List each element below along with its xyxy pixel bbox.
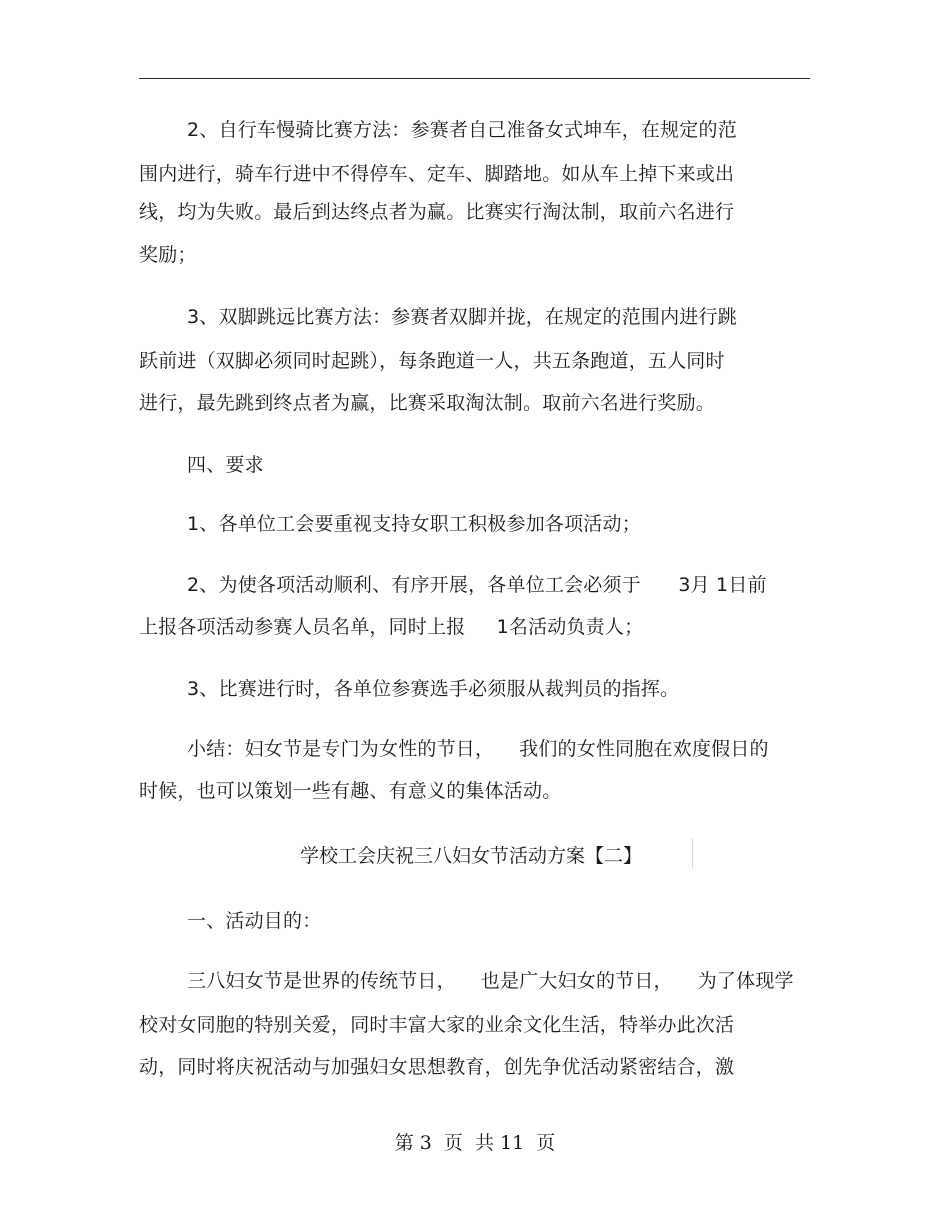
summary-line: 小结：妇女节是专门为女性的节日， 我们的女性同胞在欢度假日的 (187, 738, 769, 760)
paragraph-line: 2、自行车慢骑比赛方法：参赛者自己准备女式坤车，在规定的范 (187, 119, 737, 141)
paragraph-line: 围内进行，骑车行进中不得停车、定车、脚踏地。如从车上掉下来或出 (139, 163, 735, 185)
paragraph-line: 跃前进（双脚必须同时起跳），每条跑道一人，共五条跑道，五人同时 (139, 350, 725, 372)
paragraph-line: 3、双脚跳远比赛方法：参赛者双脚并拢，在规定的范围内进行跳 (187, 306, 737, 328)
paragraph-line: 上报各项活动参赛人员名单，同时上报 1名活动负责人； (139, 616, 644, 638)
paragraph-line: 三八妇女节是世界的传统节日， 也是广大妇女的节日， 为了体现学 (187, 970, 794, 992)
paragraph-line: 1、各单位工会要重视支持女职工积极参加各项活动； (187, 513, 641, 535)
divider (692, 838, 693, 868)
paragraph-line: 3、比赛进行时，各单位参赛选手必须服从裁判员的指挥。 (187, 678, 680, 700)
section-title: 学校工会庆祝三八妇女节活动方案【二】 (300, 845, 643, 867)
paragraph-line: 2、为使各项活动顺利、有序开展，各单位工会必须于 3月 1日前 (187, 574, 767, 596)
page-number: 第 3 页 共 11 页 (394, 1132, 556, 1154)
summary-line: 时候，也可以策划一些有趣、有意义的集体活动。 (139, 780, 562, 802)
header-rule (139, 78, 810, 79)
section-heading: 四、要求 (187, 454, 264, 476)
section-heading: 一、活动目的： (187, 910, 322, 932)
paragraph-line: 校对女同胞的特别关爱，同时丰富大家的业余文化生活，特举办此次活 (139, 1014, 735, 1036)
paragraph-line: 奖励； (139, 244, 197, 266)
paragraph-line: 动，同时将庆祝活动与加强妇女思想教育，创先争优活动紧密结合，激 (139, 1056, 735, 1078)
paragraph-line: 线，均为失败。最后到达终点者为赢。比赛实行淘汰制，取前六名进行 (139, 201, 735, 223)
paragraph-line: 进行，最先跳到终点者为赢，比赛采取淘汰制。取前六名进行奖励。 (139, 392, 716, 414)
